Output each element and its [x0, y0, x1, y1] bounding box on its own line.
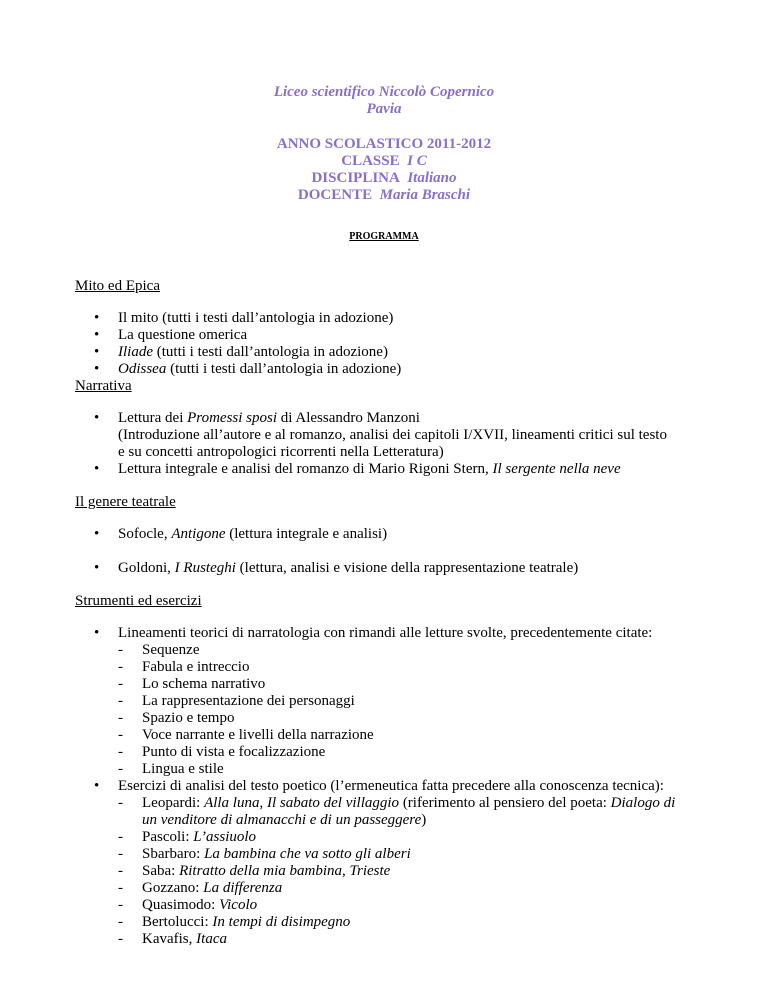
teacher-value: Maria Braschi: [379, 187, 471, 203]
list-item: • Iliade (tutti i testi dall’antologia in adozione): [94, 344, 401, 361]
list-item: • Il mito (tutti i testi dall’antologia in adozione): [94, 310, 401, 327]
teacher-line: DOCENTE Maria Braschi: [297, 187, 471, 203]
class-line: CLASSE I C: [341, 153, 427, 169]
bullet-icon: •: [94, 410, 100, 426]
dash-item: - Lo schema narrativo: [118, 676, 714, 693]
list-item: • La questione omerica: [94, 327, 401, 344]
dash-item: - Kavafis, Itaca: [118, 931, 714, 948]
list-item: • Lettura integrale e analisi del romanzo di Mario Rigoni Stern, Il sergente nella neve: [94, 461, 621, 477]
bullet-icon: •: [94, 625, 100, 641]
section-title-narrativa: Narrativa: [75, 378, 132, 394]
bullet-icon: •: [94, 526, 100, 542]
subject-line: DISCIPLINA Italiano: [311, 170, 457, 186]
bullet-icon: •: [94, 461, 100, 477]
list-item: • Lettura dei Promessi sposi di Alessandro Manzoni (Introduzione all’autore e al romanzo, analisi dei capitoli I/XVII, lineamenti critici sul testo e su concetti antropologici ricorrenti nella Letteratura): [94, 410, 667, 460]
list-item: • Lineamenti teorici di narratologia con rimandi alle letture svolte, precedentemente citate: - Sequenze - Fabula e intreccio - Lo schema narrativo - La rappresentazione dei personaggi - Spazio e tempo - Voce narrante e livelli della narrazione - Punto di vista e focalizzazione - Lingua e stile: [94, 625, 714, 778]
school-year: ANNO SCOLASTICO 2011-2012: [276, 136, 492, 152]
section-title-teatro: Il genere teatrale: [75, 494, 176, 510]
dash-item: - Quasimodo: Vicolo: [118, 897, 714, 914]
dash-item: - Punto di vista e focalizzazione: [118, 744, 714, 761]
dash-item: - Sbarbaro: La bambina che va sotto gli alberi: [118, 846, 714, 863]
list-item: • Goldoni, I Rusteghi (lettura, analisi e visione della rappresentazione teatrale): [94, 560, 579, 576]
school-header: [0, 84, 768, 118]
dash-item: - Pascoli: L’assiuolo: [118, 829, 714, 846]
bullet-icon: •: [94, 778, 100, 794]
dash-item: - Spazio e tempo: [118, 710, 714, 727]
bullet-icon: •: [94, 560, 100, 576]
section-title-strumenti: Strumenti ed esercizi: [75, 593, 202, 609]
school-name: Liceo scientifico Niccolò Copernico: [273, 84, 495, 100]
dash-item: - La rappresentazione dei personaggi: [118, 693, 714, 710]
course-header: [0, 136, 768, 204]
dash-item: - Lingua e stile: [118, 761, 714, 778]
school-city: Pavia: [366, 101, 402, 117]
section-title-mito: Mito ed Epica: [75, 278, 160, 294]
dash-item: - Leopardi: Alla luna, Il sabato del villaggio (riferimento al pensiero del poeta: Dialogo di: [118, 795, 714, 812]
program-title: PROGRAMMA: [349, 231, 419, 242]
list-item: • Esercizi di analisi del testo poetico (l’ermeneutica fatta precedere alla conoscenza tecnica): - Leopardi: Alla luna, Il sabato del villaggio (riferimento al pensiero del poeta: Dialogo di un venditore di almanacchi e di un passeggere) - Pascoli: L’assiuolo - Sbarbaro: La bambina che va sotto gli alberi - Saba: Ritratto della mia bambina, Trieste - Gozzano: La differenza - Quasimodo: Vicolo - Bertolucci: In tempi di disimpegno - Kavafis, Itaca: [94, 778, 714, 948]
subject-value: Italiano: [407, 170, 457, 186]
list-item: • Odissea (tutti i testi dall’antologia in adozione): [94, 361, 401, 378]
dash-item: - Saba: Ritratto della mia bambina, Trieste: [118, 863, 714, 880]
dash-item: - Fabula e intreccio: [118, 659, 714, 676]
dash-item: - Voce narrante e livelli della narrazione: [118, 727, 714, 744]
mito-list: [94, 310, 401, 378]
dash-item: - Gozzano: La differenza: [118, 880, 714, 897]
class-value: I C: [407, 153, 427, 169]
dash-item: - Sequenze: [118, 642, 714, 659]
list-item: • Sofocle, Antigone (lettura integrale e analisi): [94, 526, 388, 542]
dash-item: - Bertolucci: In tempi di disimpegno: [118, 914, 714, 931]
